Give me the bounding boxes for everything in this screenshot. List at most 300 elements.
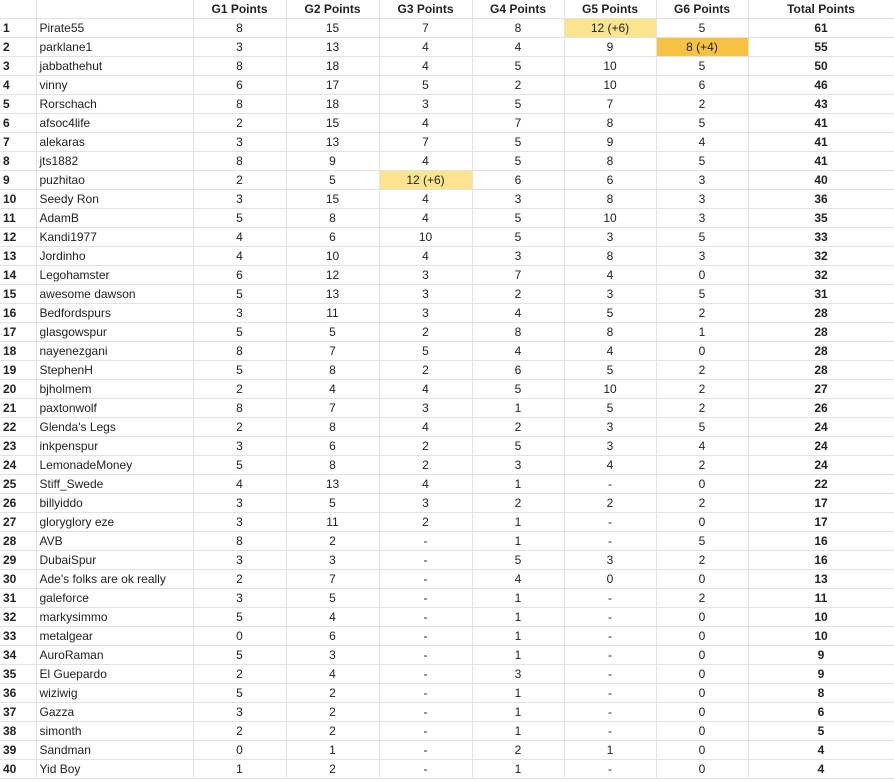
cell-total[interactable]: 28 <box>748 323 894 342</box>
cell-total[interactable]: 32 <box>748 247 894 266</box>
cell-g4[interactable]: 2 <box>472 76 564 95</box>
cell-g5[interactable]: 8 <box>564 152 656 171</box>
cell-g4[interactable]: 1 <box>472 608 564 627</box>
cell-g2[interactable]: 8 <box>286 418 379 437</box>
cell-total[interactable]: 35 <box>748 209 894 228</box>
cell-g2[interactable]: 6 <box>286 627 379 646</box>
cell-g4[interactable]: 3 <box>472 456 564 475</box>
cell-g6[interactable]: 2 <box>656 456 748 475</box>
cell-g1[interactable]: 4 <box>193 247 286 266</box>
cell-rank[interactable]: 1 <box>0 19 36 38</box>
cell-g2[interactable]: 2 <box>286 760 379 779</box>
cell-g4[interactable]: 2 <box>472 741 564 760</box>
cell-g4[interactable]: 5 <box>472 57 564 76</box>
cell-g3[interactable]: - <box>379 722 472 741</box>
cell-g2[interactable]: 15 <box>286 190 379 209</box>
cell-name[interactable]: bjholmem <box>36 380 193 399</box>
cell-g6[interactable]: 2 <box>656 551 748 570</box>
cell-g4[interactable]: 5 <box>472 551 564 570</box>
cell-g5[interactable]: 10 <box>564 380 656 399</box>
cell-g1[interactable]: 8 <box>193 95 286 114</box>
cell-g3[interactable]: 4 <box>379 247 472 266</box>
cell-name[interactable]: afsoc4life <box>36 114 193 133</box>
cell-total[interactable]: 6 <box>748 703 894 722</box>
cell-total[interactable]: 24 <box>748 456 894 475</box>
cell-g2[interactable]: 18 <box>286 95 379 114</box>
cell-g1[interactable]: 5 <box>193 456 286 475</box>
cell-g3[interactable]: - <box>379 627 472 646</box>
cell-rank[interactable]: 27 <box>0 513 36 532</box>
cell-total[interactable]: 33 <box>748 228 894 247</box>
cell-g1[interactable]: 2 <box>193 114 286 133</box>
cell-g3[interactable]: 3 <box>379 399 472 418</box>
cell-total[interactable]: 28 <box>748 361 894 380</box>
cell-g2[interactable]: 6 <box>286 437 379 456</box>
cell-name[interactable]: markysimmo <box>36 608 193 627</box>
cell-g3[interactable]: - <box>379 703 472 722</box>
cell-g6[interactable]: 5 <box>656 228 748 247</box>
cell-g2[interactable]: 8 <box>286 361 379 380</box>
cell-rank[interactable]: 9 <box>0 171 36 190</box>
cell-total[interactable]: 24 <box>748 418 894 437</box>
cell-rank[interactable]: 40 <box>0 760 36 779</box>
cell-g3[interactable]: 4 <box>379 152 472 171</box>
cell-rank[interactable]: 3 <box>0 57 36 76</box>
cell-total[interactable]: 10 <box>748 627 894 646</box>
cell-g2[interactable]: 3 <box>286 646 379 665</box>
cell-g6[interactable]: 2 <box>656 95 748 114</box>
cell-g6[interactable]: 5 <box>656 114 748 133</box>
cell-g5[interactable]: 3 <box>564 418 656 437</box>
cell-g4[interactable]: 1 <box>472 722 564 741</box>
cell-g6[interactable]: 2 <box>656 399 748 418</box>
cell-g1[interactable]: 8 <box>193 57 286 76</box>
cell-rank[interactable]: 25 <box>0 475 36 494</box>
cell-g3[interactable]: - <box>379 532 472 551</box>
cell-g6[interactable]: 0 <box>656 627 748 646</box>
cell-g1[interactable]: 3 <box>193 38 286 57</box>
cell-g3[interactable]: 4 <box>379 380 472 399</box>
cell-g2[interactable]: 17 <box>286 76 379 95</box>
cell-total[interactable]: 9 <box>748 646 894 665</box>
cell-g5[interactable]: 8 <box>564 190 656 209</box>
cell-name[interactable]: Sandman <box>36 741 193 760</box>
cell-g1[interactable]: 3 <box>193 437 286 456</box>
cell-total[interactable]: 40 <box>748 171 894 190</box>
cell-g5[interactable]: - <box>564 608 656 627</box>
cell-g5[interactable]: 5 <box>564 361 656 380</box>
cell-g5[interactable]: 1 <box>564 741 656 760</box>
cell-total[interactable]: 31 <box>748 285 894 304</box>
cell-g6[interactable]: 0 <box>656 665 748 684</box>
cell-g6[interactable]: 3 <box>656 247 748 266</box>
cell-rank[interactable]: 39 <box>0 741 36 760</box>
cell-g5[interactable]: 8 <box>564 114 656 133</box>
cell-total[interactable]: 41 <box>748 133 894 152</box>
cell-g1[interactable]: 3 <box>193 703 286 722</box>
cell-total[interactable]: 50 <box>748 57 894 76</box>
cell-name[interactable]: metalgear <box>36 627 193 646</box>
cell-g1[interactable]: 3 <box>193 551 286 570</box>
cell-rank[interactable]: 34 <box>0 646 36 665</box>
cell-g2[interactable]: 5 <box>286 494 379 513</box>
cell-name[interactable]: inkpenspur <box>36 437 193 456</box>
cell-g6[interactable]: 8 (+4) <box>656 38 748 57</box>
cell-rank[interactable]: 29 <box>0 551 36 570</box>
cell-g6[interactable]: 0 <box>656 760 748 779</box>
cell-total[interactable]: 22 <box>748 475 894 494</box>
cell-g3[interactable]: 5 <box>379 342 472 361</box>
cell-rank[interactable]: 30 <box>0 570 36 589</box>
cell-rank[interactable]: 12 <box>0 228 36 247</box>
cell-g5[interactable]: 3 <box>564 285 656 304</box>
cell-g1[interactable]: 3 <box>193 304 286 323</box>
cell-g3[interactable]: - <box>379 551 472 570</box>
cell-g2[interactable]: 15 <box>286 19 379 38</box>
cell-total[interactable]: 8 <box>748 684 894 703</box>
cell-g4[interactable]: 1 <box>472 399 564 418</box>
cell-g5[interactable]: 12 (+6) <box>564 19 656 38</box>
cell-g1[interactable]: 4 <box>193 228 286 247</box>
cell-g1[interactable]: 2 <box>193 380 286 399</box>
cell-g2[interactable]: 12 <box>286 266 379 285</box>
cell-g2[interactable]: 13 <box>286 38 379 57</box>
cell-name[interactable]: AdamB <box>36 209 193 228</box>
cell-rank[interactable]: 28 <box>0 532 36 551</box>
cell-g1[interactable]: 6 <box>193 266 286 285</box>
cell-name[interactable]: nayenezgani <box>36 342 193 361</box>
cell-name[interactable]: Bedfordspurs <box>36 304 193 323</box>
cell-total[interactable]: 55 <box>748 38 894 57</box>
header-g6[interactable]: G6 Points <box>656 0 748 19</box>
header-g4[interactable]: G4 Points <box>472 0 564 19</box>
cell-rank[interactable]: 6 <box>0 114 36 133</box>
cell-rank[interactable]: 38 <box>0 722 36 741</box>
cell-g3[interactable]: 12 (+6) <box>379 171 472 190</box>
cell-name[interactable]: Glenda's Legs <box>36 418 193 437</box>
cell-g6[interactable]: 0 <box>656 342 748 361</box>
cell-total[interactable]: 32 <box>748 266 894 285</box>
cell-name[interactable]: Legohamster <box>36 266 193 285</box>
cell-g1[interactable]: 2 <box>193 665 286 684</box>
cell-g2[interactable]: 7 <box>286 570 379 589</box>
cell-g5[interactable]: 4 <box>564 456 656 475</box>
cell-g3[interactable]: - <box>379 760 472 779</box>
cell-g4[interactable]: 4 <box>472 38 564 57</box>
cell-rank[interactable]: 26 <box>0 494 36 513</box>
cell-g1[interactable]: 5 <box>193 323 286 342</box>
cell-g1[interactable]: 8 <box>193 342 286 361</box>
cell-g3[interactable]: 5 <box>379 76 472 95</box>
cell-g5[interactable]: 4 <box>564 266 656 285</box>
cell-g5[interactable]: - <box>564 703 656 722</box>
header-name[interactable] <box>36 0 193 19</box>
cell-total[interactable]: 43 <box>748 95 894 114</box>
cell-g4[interactable]: 1 <box>472 532 564 551</box>
cell-g2[interactable]: 2 <box>286 722 379 741</box>
cell-total[interactable]: 24 <box>748 437 894 456</box>
cell-g3[interactable]: 7 <box>379 19 472 38</box>
cell-rank[interactable]: 32 <box>0 608 36 627</box>
cell-total[interactable]: 4 <box>748 760 894 779</box>
cell-g4[interactable]: 6 <box>472 361 564 380</box>
header-g1[interactable]: G1 Points <box>193 0 286 19</box>
cell-g3[interactable]: 7 <box>379 133 472 152</box>
cell-name[interactable]: StephenH <box>36 361 193 380</box>
cell-g2[interactable]: 15 <box>286 114 379 133</box>
cell-total[interactable]: 28 <box>748 304 894 323</box>
cell-g1[interactable]: 5 <box>193 209 286 228</box>
cell-total[interactable]: 26 <box>748 399 894 418</box>
cell-g5[interactable]: 6 <box>564 171 656 190</box>
cell-g2[interactable]: 13 <box>286 475 379 494</box>
cell-g5[interactable]: 4 <box>564 342 656 361</box>
cell-g6[interactable]: 5 <box>656 418 748 437</box>
cell-g5[interactable]: 0 <box>564 570 656 589</box>
cell-g3[interactable]: 3 <box>379 285 472 304</box>
cell-g5[interactable]: 10 <box>564 57 656 76</box>
cell-g4[interactable]: 8 <box>472 323 564 342</box>
cell-g4[interactable]: 4 <box>472 342 564 361</box>
cell-g2[interactable]: 4 <box>286 608 379 627</box>
cell-g3[interactable]: - <box>379 608 472 627</box>
cell-g5[interactable]: 10 <box>564 209 656 228</box>
cell-g3[interactable]: 2 <box>379 513 472 532</box>
cell-rank[interactable]: 19 <box>0 361 36 380</box>
cell-g4[interactable]: 2 <box>472 285 564 304</box>
cell-g5[interactable]: 3 <box>564 228 656 247</box>
cell-g2[interactable]: 2 <box>286 532 379 551</box>
cell-g4[interactable]: 2 <box>472 494 564 513</box>
cell-name[interactable]: LemonadeMoney <box>36 456 193 475</box>
cell-g2[interactable]: 9 <box>286 152 379 171</box>
cell-total[interactable]: 16 <box>748 551 894 570</box>
cell-g1[interactable]: 5 <box>193 646 286 665</box>
cell-g4[interactable]: 1 <box>472 475 564 494</box>
cell-rank[interactable]: 11 <box>0 209 36 228</box>
cell-g6[interactable]: 2 <box>656 304 748 323</box>
cell-g5[interactable]: - <box>564 646 656 665</box>
cell-g5[interactable]: - <box>564 513 656 532</box>
cell-g1[interactable]: 2 <box>193 418 286 437</box>
cell-g5[interactable]: - <box>564 589 656 608</box>
cell-g6[interactable]: 5 <box>656 152 748 171</box>
cell-total[interactable]: 41 <box>748 114 894 133</box>
cell-g4[interactable]: 8 <box>472 19 564 38</box>
cell-g3[interactable]: 3 <box>379 304 472 323</box>
cell-total[interactable]: 46 <box>748 76 894 95</box>
cell-g2[interactable]: 8 <box>286 209 379 228</box>
cell-rank[interactable]: 16 <box>0 304 36 323</box>
cell-rank[interactable]: 7 <box>0 133 36 152</box>
header-g3[interactable]: G3 Points <box>379 0 472 19</box>
cell-g2[interactable]: 1 <box>286 741 379 760</box>
cell-g4[interactable]: 1 <box>472 627 564 646</box>
cell-name[interactable]: simonth <box>36 722 193 741</box>
cell-g6[interactable]: 2 <box>656 589 748 608</box>
cell-name[interactable]: awesome dawson <box>36 285 193 304</box>
cell-g1[interactable]: 8 <box>193 532 286 551</box>
cell-g4[interactable]: 5 <box>472 152 564 171</box>
cell-total[interactable]: 36 <box>748 190 894 209</box>
cell-g2[interactable]: 4 <box>286 380 379 399</box>
cell-total[interactable]: 27 <box>748 380 894 399</box>
cell-name[interactable]: Jordinho <box>36 247 193 266</box>
cell-g4[interactable]: 1 <box>472 703 564 722</box>
cell-g4[interactable]: 5 <box>472 133 564 152</box>
cell-name[interactable]: gloryglory eze <box>36 513 193 532</box>
cell-rank[interactable]: 10 <box>0 190 36 209</box>
cell-g2[interactable]: 3 <box>286 551 379 570</box>
header-rank[interactable] <box>0 0 36 19</box>
cell-g3[interactable]: 4 <box>379 57 472 76</box>
cell-name[interactable]: parklane1 <box>36 38 193 57</box>
cell-name[interactable]: jabbathehut <box>36 57 193 76</box>
cell-g4[interactable]: 5 <box>472 95 564 114</box>
cell-name[interactable]: alekaras <box>36 133 193 152</box>
cell-g2[interactable]: 6 <box>286 228 379 247</box>
cell-g6[interactable]: 0 <box>656 266 748 285</box>
cell-g3[interactable]: 4 <box>379 38 472 57</box>
cell-g2[interactable]: 11 <box>286 513 379 532</box>
cell-g6[interactable]: 5 <box>656 19 748 38</box>
cell-g4[interactable]: 2 <box>472 418 564 437</box>
cell-g6[interactable]: 0 <box>656 646 748 665</box>
cell-g6[interactable]: 3 <box>656 209 748 228</box>
cell-g4[interactable]: 5 <box>472 209 564 228</box>
cell-rank[interactable]: 15 <box>0 285 36 304</box>
cell-total[interactable]: 17 <box>748 513 894 532</box>
cell-g4[interactable]: 1 <box>472 513 564 532</box>
cell-g3[interactable]: - <box>379 741 472 760</box>
cell-g6[interactable]: 1 <box>656 323 748 342</box>
cell-g6[interactable]: 3 <box>656 190 748 209</box>
cell-name[interactable]: AVB <box>36 532 193 551</box>
cell-g6[interactable]: 5 <box>656 532 748 551</box>
cell-g4[interactable]: 1 <box>472 646 564 665</box>
cell-name[interactable]: El Guepardo <box>36 665 193 684</box>
cell-rank[interactable]: 21 <box>0 399 36 418</box>
cell-rank[interactable]: 2 <box>0 38 36 57</box>
cell-g2[interactable]: 13 <box>286 133 379 152</box>
cell-g5[interactable]: - <box>564 722 656 741</box>
cell-g1[interactable]: 5 <box>193 285 286 304</box>
cell-g6[interactable]: 6 <box>656 76 748 95</box>
cell-name[interactable]: Seedy Ron <box>36 190 193 209</box>
cell-g6[interactable]: 2 <box>656 361 748 380</box>
cell-name[interactable]: puzhitao <box>36 171 193 190</box>
cell-total[interactable]: 28 <box>748 342 894 361</box>
cell-rank[interactable]: 13 <box>0 247 36 266</box>
cell-g6[interactable]: 0 <box>656 513 748 532</box>
cell-g1[interactable]: 4 <box>193 475 286 494</box>
cell-rank[interactable]: 20 <box>0 380 36 399</box>
cell-name[interactable]: AuroRaman <box>36 646 193 665</box>
cell-g1[interactable]: 3 <box>193 133 286 152</box>
cell-g3[interactable]: - <box>379 684 472 703</box>
cell-g3[interactable]: 4 <box>379 475 472 494</box>
cell-g3[interactable]: 10 <box>379 228 472 247</box>
cell-g6[interactable]: 4 <box>656 133 748 152</box>
cell-g5[interactable]: 7 <box>564 95 656 114</box>
cell-g5[interactable]: 9 <box>564 133 656 152</box>
cell-g2[interactable]: 5 <box>286 589 379 608</box>
cell-g1[interactable]: 3 <box>193 494 286 513</box>
cell-name[interactable]: Kandi1977 <box>36 228 193 247</box>
cell-g5[interactable]: - <box>564 684 656 703</box>
cell-g3[interactable]: 2 <box>379 323 472 342</box>
cell-g6[interactable]: 3 <box>656 171 748 190</box>
cell-name[interactable]: Gazza <box>36 703 193 722</box>
cell-g1[interactable]: 8 <box>193 152 286 171</box>
cell-g3[interactable]: - <box>379 665 472 684</box>
cell-g3[interactable]: 4 <box>379 209 472 228</box>
cell-g4[interactable]: 1 <box>472 760 564 779</box>
cell-total[interactable]: 9 <box>748 665 894 684</box>
cell-g5[interactable]: 10 <box>564 76 656 95</box>
cell-g4[interactable]: 3 <box>472 247 564 266</box>
cell-g4[interactable]: 4 <box>472 304 564 323</box>
cell-rank[interactable]: 18 <box>0 342 36 361</box>
cell-g5[interactable]: - <box>564 627 656 646</box>
cell-name[interactable]: Stiff_Swede <box>36 475 193 494</box>
cell-rank[interactable]: 36 <box>0 684 36 703</box>
cell-total[interactable]: 11 <box>748 589 894 608</box>
cell-g6[interactable]: 0 <box>656 703 748 722</box>
cell-total[interactable]: 61 <box>748 19 894 38</box>
cell-g5[interactable]: 3 <box>564 437 656 456</box>
cell-g2[interactable]: 5 <box>286 323 379 342</box>
cell-g2[interactable]: 4 <box>286 665 379 684</box>
cell-g1[interactable]: 3 <box>193 513 286 532</box>
cell-rank[interactable]: 35 <box>0 665 36 684</box>
cell-g1[interactable]: 6 <box>193 76 286 95</box>
cell-rank[interactable]: 31 <box>0 589 36 608</box>
cell-total[interactable]: 16 <box>748 532 894 551</box>
cell-rank[interactable]: 8 <box>0 152 36 171</box>
cell-g6[interactable]: 0 <box>656 722 748 741</box>
cell-rank[interactable]: 17 <box>0 323 36 342</box>
cell-g6[interactable]: 0 <box>656 741 748 760</box>
cell-g5[interactable]: 8 <box>564 247 656 266</box>
header-g2[interactable]: G2 Points <box>286 0 379 19</box>
cell-g1[interactable]: 3 <box>193 190 286 209</box>
cell-rank[interactable]: 22 <box>0 418 36 437</box>
cell-g2[interactable]: 7 <box>286 399 379 418</box>
cell-g2[interactable]: 18 <box>286 57 379 76</box>
cell-rank[interactable]: 5 <box>0 95 36 114</box>
cell-g1[interactable]: 0 <box>193 741 286 760</box>
cell-g5[interactable]: 2 <box>564 494 656 513</box>
cell-total[interactable]: 17 <box>748 494 894 513</box>
cell-name[interactable]: paxtonwolf <box>36 399 193 418</box>
cell-g3[interactable]: 4 <box>379 114 472 133</box>
cell-g3[interactable]: 3 <box>379 95 472 114</box>
cell-g4[interactable]: 1 <box>472 684 564 703</box>
cell-g5[interactable]: 5 <box>564 399 656 418</box>
cell-g5[interactable]: 5 <box>564 304 656 323</box>
cell-rank[interactable]: 33 <box>0 627 36 646</box>
cell-g4[interactable]: 1 <box>472 589 564 608</box>
cell-g1[interactable]: 1 <box>193 760 286 779</box>
cell-rank[interactable]: 23 <box>0 437 36 456</box>
cell-total[interactable]: 10 <box>748 608 894 627</box>
cell-g1[interactable]: 5 <box>193 684 286 703</box>
cell-name[interactable]: galeforce <box>36 589 193 608</box>
cell-g4[interactable]: 6 <box>472 171 564 190</box>
cell-g1[interactable]: 2 <box>193 570 286 589</box>
cell-name[interactable]: wiziwig <box>36 684 193 703</box>
